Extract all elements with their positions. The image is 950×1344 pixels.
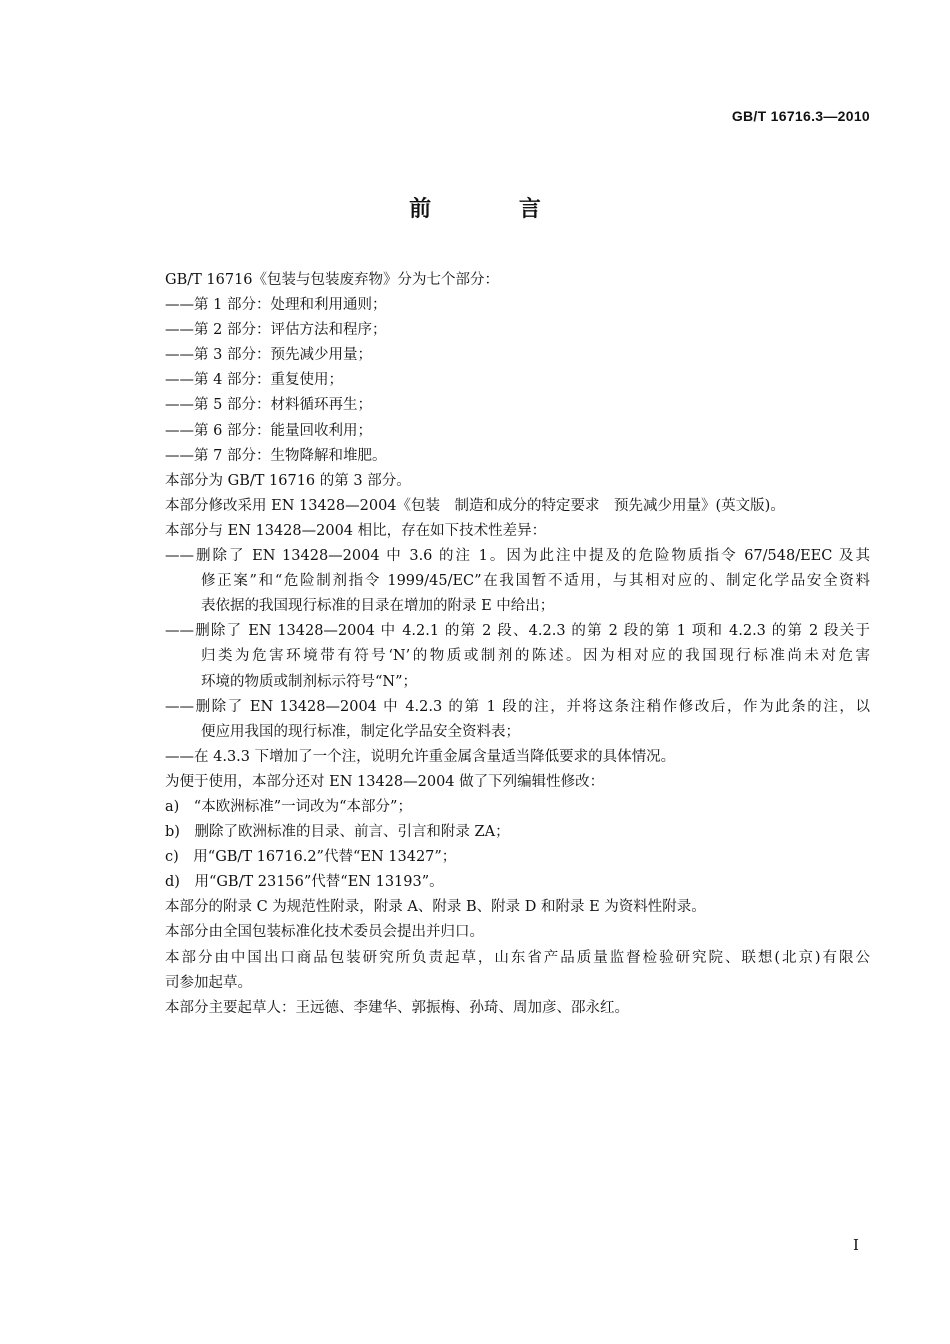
text-line: 本部分由中国出口商品包装研究所负责起草，山东省产品质量监督检验研究院、联想(北京)有限公 <box>165 949 870 966</box>
text-line: 本部分的附录 C 为规范性附录，附录 A、附录 B、附录 D 和附录 E 为资料性附录。 <box>165 899 706 916</box>
text-line: 环境的物质或制剂标示符号“N”； <box>201 673 418 690</box>
text-line: c) 用“GB/T 16716.2”代替“EN 13427”； <box>165 849 457 866</box>
standard-number: GB/T 16716.3—2010 <box>731 108 870 124</box>
page-number: I <box>853 1236 859 1254</box>
text-line: a) “本欧洲标准”一词改为“本部分”； <box>165 798 412 815</box>
text-line: 修正案”和“危险制剂指令 1999/45/EC”在我国暂不适用，与其相对应的、制定化学品安全资料 <box>201 573 870 590</box>
text-line: ——第 5 部分：材料循环再生； <box>165 397 372 414</box>
text-line: ——第 1 部分：处理和利用通则； <box>165 297 387 314</box>
text-line: ——第 3 部分：预先减少用量； <box>165 347 372 364</box>
text-line: 本部分主要起草人：王远德、李建华、郭振梅、孙琦、周加彦、邵永红。 <box>165 999 629 1016</box>
text-line: ——第 2 部分：评估方法和程序； <box>165 322 387 339</box>
text-line: ——删除了 EN 13428—2004 中 4.2.1 的第 2 段、4.2.3 的第 2 段的第 1 项和 4.2.3 的第 2 段关于 <box>165 623 870 640</box>
text-line: 便应用我国的现行标准，制定化学品安全资料表； <box>201 723 520 740</box>
text-line: 本部分由全国包装标准化技术委员会提出并归口。 <box>165 924 484 941</box>
text-line: 本部分修改采用 EN 13428—2004《包装 制造和成分的特定要求 预先减少用量》(英文版)。 <box>165 497 785 514</box>
text-line: 归类为危害环境带有符号‘N’的物质或制剂的陈述。因为相对应的我国现行标准尚未对危害 <box>201 648 870 665</box>
text-line: 本部分为 GB/T 16716 的第 3 部分。 <box>165 472 411 489</box>
text-line: 为便于使用，本部分还对 EN 13428—2004 做了下列编辑性修改： <box>165 773 605 790</box>
page-title: 前 言 <box>409 197 581 222</box>
text-line: 司参加起草。 <box>165 974 252 991</box>
text-line: ——第 6 部分：能量回收利用； <box>165 422 372 439</box>
text-line: ——删除了 EN 13428—2004 中 3.6 的注 1。因为此注中提及的危险物质指令 67/548/EEC 及其 <box>165 548 870 565</box>
text-line: ——在 4.3.3 下增加了一个注，说明允许重金属含量适当降低要求的具体情况。 <box>165 748 676 765</box>
text-line: 本部分与 EN 13428—2004 相比，存在如下技术性差异： <box>165 522 547 539</box>
text-line: ——第 4 部分：重复使用； <box>165 372 343 389</box>
text-line: GB/T 16716《包装与包装废弃物》分为七个部分： <box>165 272 500 288</box>
foreword-body <box>165 268 870 1021</box>
text-line: b) 删除了欧洲标准的目录、前言、引言和附录 ZA； <box>165 824 510 841</box>
text-line: ——第 7 部分：生物降解和堆肥。 <box>165 447 387 464</box>
text-line: ——删除了 EN 13428—2004 中 4.2.3 的第 1 段的注，并将这条注稍作修改后，作为此条的注，以 <box>165 698 870 715</box>
text-line: 表依据的我国现行标准的目录在增加的附录 E 中给出； <box>201 598 555 615</box>
text-line: d) 用“GB/T 23156”代替“EN 13193”。 <box>165 874 444 891</box>
